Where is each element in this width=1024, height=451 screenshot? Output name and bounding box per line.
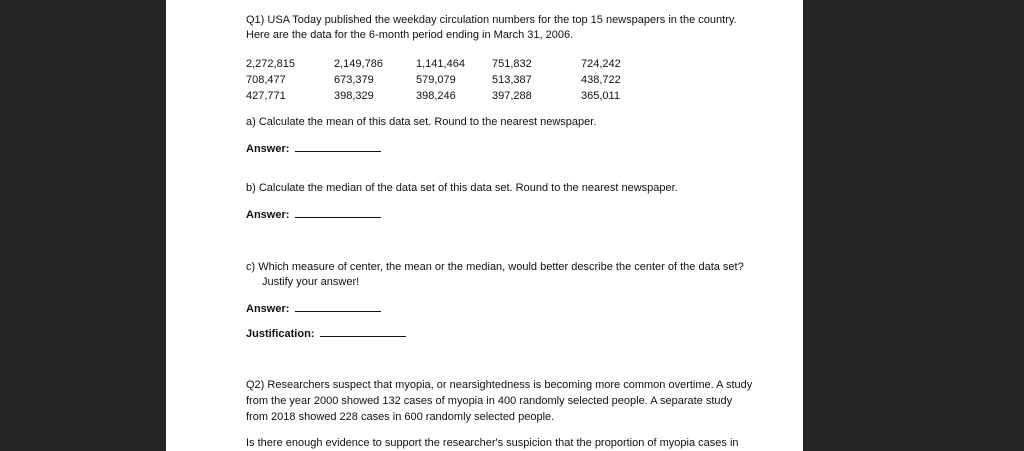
part-c-justification-row <box>246 327 406 341</box>
part-a-answer-row <box>246 142 381 156</box>
table-cell: 579,079 <box>416 74 456 86</box>
q1-intro-line-2: Here are the data for the 6-month period ending in March 31, 2006. <box>246 29 574 41</box>
answer-blank[interactable] <box>295 142 381 152</box>
justification-blank[interactable] <box>320 327 406 337</box>
table-cell: 397,288 <box>492 90 532 102</box>
part-b-answer-row <box>246 208 381 222</box>
q2-line-2: from the year 2000 showed 132 cases of myopia in 400 randomly selected people. A separate study <box>246 395 733 407</box>
table-cell: 398,246 <box>416 90 456 102</box>
table-cell: 2,149,786 <box>334 58 383 70</box>
table-cell: 751,832 <box>492 58 532 70</box>
answer-label: Answer: <box>246 143 290 155</box>
answer-blank[interactable] <box>295 208 381 218</box>
table-cell: 427,771 <box>246 90 286 102</box>
table-cell: 2,272,815 <box>246 58 295 70</box>
document-page <box>166 0 803 451</box>
table-cell: 365,011 <box>581 90 620 102</box>
justification-label: Justification: <box>246 328 315 340</box>
table-cell: 438,722 <box>581 74 621 86</box>
q2-line-3: from 2018 showed 228 cases in 600 randomly selected people. <box>246 411 555 423</box>
table-cell: 673,379 <box>334 74 374 86</box>
answer-label: Answer: <box>246 303 290 315</box>
table-cell: 708,477 <box>246 74 286 86</box>
part-c-question-line-2: Justify your answer! <box>262 276 360 288</box>
table-cell: 513,387 <box>492 74 532 86</box>
q1-intro-line-1: Q1) USA Today published the weekday circulation numbers for the top 15 newspapers in the country. <box>246 14 737 26</box>
table-cell: 1,141,464 <box>416 58 465 70</box>
table-cell: 724,242 <box>581 58 621 70</box>
part-c-question-line-1: c) Which measure of center, the mean or the median, would better describe the center of the data set? <box>246 261 744 273</box>
answer-label: Answer: <box>246 209 290 221</box>
part-b-question: b) Calculate the median of the data set of this data set. Round to the nearest newspaper. <box>246 182 678 194</box>
part-a-question: a) Calculate the mean of this data set. Round to the nearest newspaper. <box>246 116 597 128</box>
answer-blank[interactable] <box>295 302 381 312</box>
q2-line-4: Is there enough evidence to support the researcher's suspicion that the proportion of myopia cases in <box>246 437 739 449</box>
table-cell: 398,329 <box>334 90 374 102</box>
q2-line-1: Q2) Researchers suspect that myopia, or nearsightedness is becoming more common overtime. A study <box>246 379 753 391</box>
part-c-answer-row <box>246 302 381 316</box>
